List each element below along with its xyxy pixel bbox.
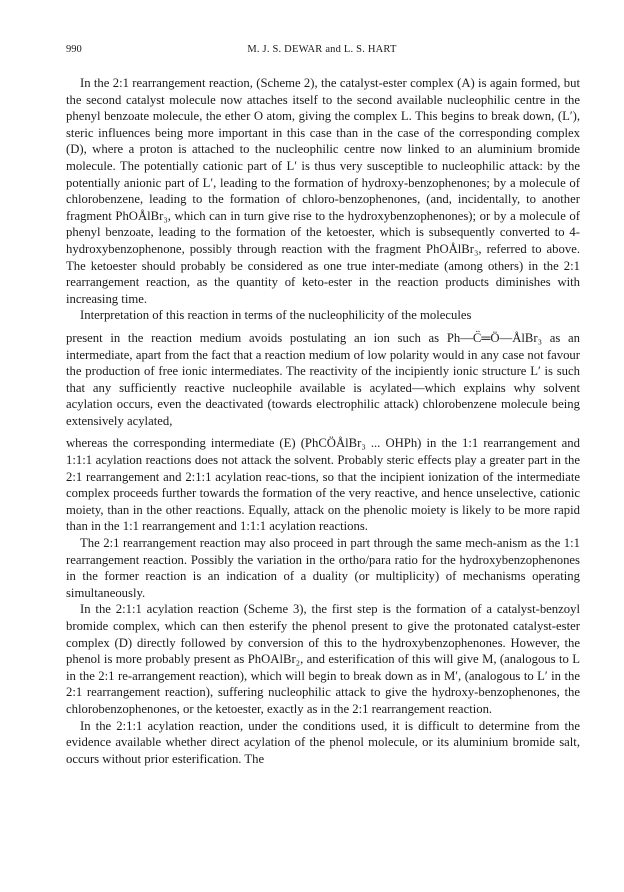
page-header — [66, 44, 578, 58]
body-text — [66, 75, 580, 767]
paragraph-duality-mechanisms: The 2:1 rearrangement reaction may also proceed in part through the same mech-anism as the 1:1 rearrangement reaction. Possibly the variation in the ortho/para ratio for the hydroxybenzophenones in the former reaction is an indication of a duality (or multiplicity) of mechanisms operating simultaneously. — [66, 536, 580, 600]
paragraph-rearrangement-2-1: In the 2:1 rearrangement reaction, (Scheme 2), the catalyst-ester complex (A) is again formed, but the second catalyst molecule now attaches itself to the second available nucleophilic centre in the phenyl benzoate molecule, the ether O atom, giving the complex L. This begins to break down, (L′), steric influences being more important in this case than in the case of the corresponding complex (D), where a proton is attached to the nucleophilic centre now linked to an aluminium bromide molecule. The potentially cationic part of L′ is thus very susceptible to nucleophilic attack: by the potentially anionic part of L′, leading to the formation of hydroxy-benzophenones; by a molecule of chlorobenzene, leading to the formation of chloro-benzophenones, (and, incidentally, to another fragment PhOÅlBr₃, which can in turn give rise to the hydroxybenzophenones); or by a molecule of phenyl benzoate, leading to the formation of the ketoester, which is subsequently converted to 4-hydroxybenzophenone, possibly through reaction with the fragment PhOÅlBr₃, referred to above. The ketoester should probably be considered as one true inter-mediate (among others) in the 2:1 rearrangement reaction, as the quantity of keto-ester in the reaction products diminishes with increasing time. — [66, 76, 580, 306]
paragraph-steric-effects: whereas the corresponding intermediate (E) (PhCÖÅlBr₃ ... OHPh) in the 1:1 rearrangement and 1:1:1 acylation reactions does not attack the solvent. Probably steric effects play a greater part in the 2:1 rearrangement and 2:1:1 acylation reac-tions, so that the incipient ionization of the intermediate complex proceeds further towards the formation of the very reactive, and hence unselective, cationic moiety, than in the other reactions. Equally, attack on the phenolic moiety is likely to be more rapid than in the 1:1 rearrangement and 1:1:1 acylation reactions. — [66, 436, 580, 534]
paragraph-direct-acylation: In the 2:1:1 acylation reaction, under the conditions used, it is difficult to determine from the evidence available whether direct acylation of the phenol molecule, or its aluminium bromide salt, occurs without prior esterification. The — [66, 718, 580, 766]
page-number: 990 — [66, 44, 82, 55]
running-head: M. J. S. DEWAR and L. S. HART — [247, 44, 397, 55]
paragraph-ionic-intermediate: present in the reaction medium avoids postulating an ion such as Ph—C̈═Ö—ÅlBr₃ as an intermediate, apart from the fact that a reaction medium of low polarity would in any case not favour the production of free ionic intermediates. The reactivity of the incipiently ionic structure L′ is such that any sufficiently reactive nucleophile available is acylated—which explains why solvent acylation occurs, even the deactivated (towards electrophilic attack) chlorobenzene molecule being extensively acylated, — [66, 330, 580, 428]
paragraph-acylation-2-1-1: In the 2:1:1 acylation reaction (Scheme 3), the first step is the formation of a catalyst-benzoyl bromide complex, which can then esterify the phenol present to give the protonated catalyst-ester complex (D) directly followed by conversion of this to the hydroxybenzophenones. However, the phenol is more probably present as PhOAlBr₂, and esterification of this will give M, (analogous to L in the 2:1 re-arrangement reaction), which will begin to break down as in M′, (analogous to L′ in the 2:1 rearrangement reaction), suffering nucleophilic attack to give the hydroxy-benzophenones, the chlorobenzophenones, or the ketoester, exactly as in the 2:1 rearrangement reaction. — [66, 602, 580, 716]
paragraph-interpretation: Interpretation of this reaction in terms of the nucleophilicity of the molecules — [80, 308, 472, 323]
